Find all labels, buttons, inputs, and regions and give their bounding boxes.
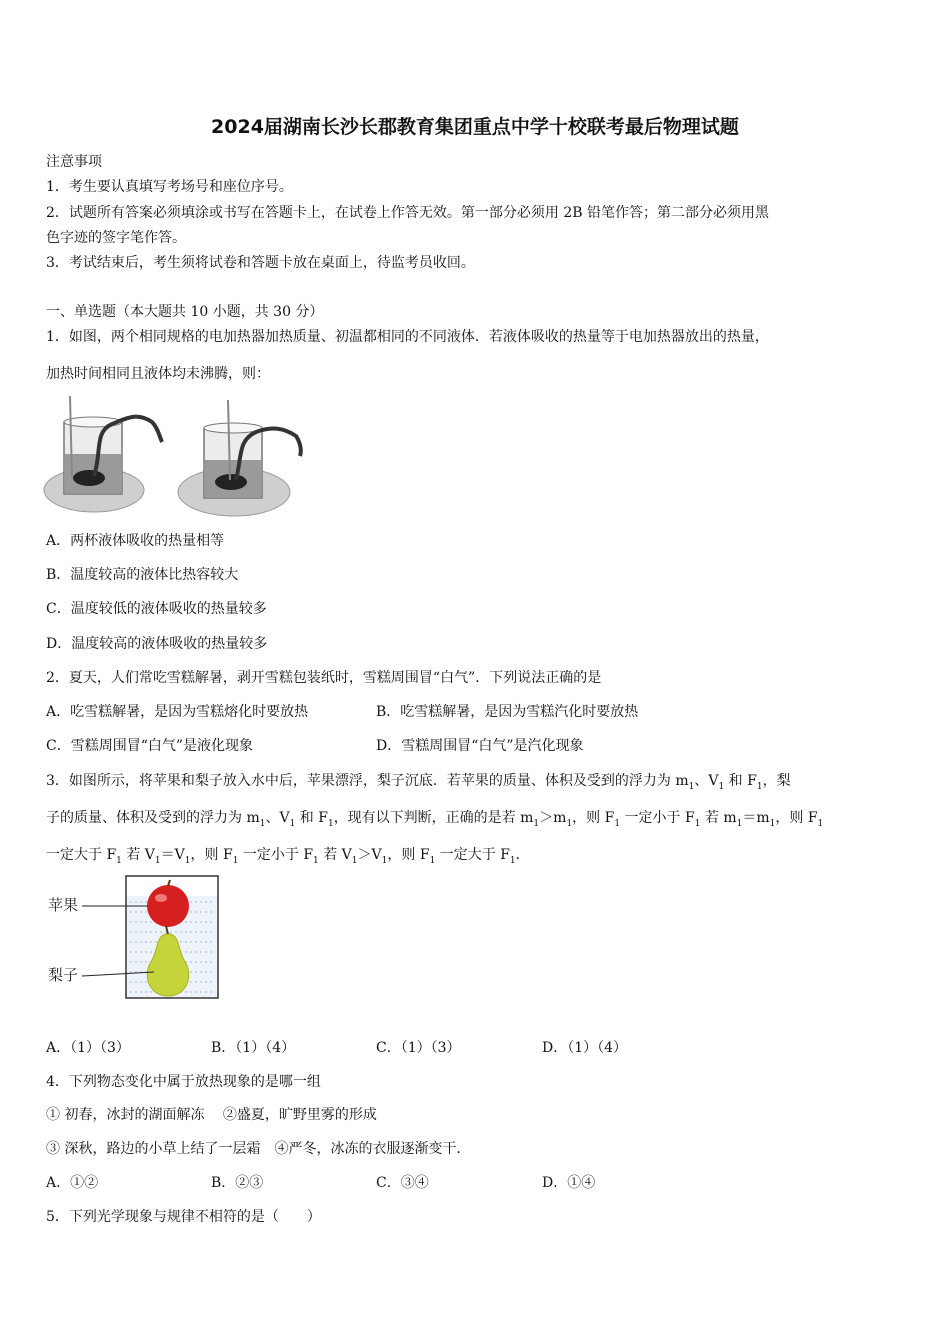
q3-option-a: A．（1）（3）: [46, 1040, 130, 1056]
q2-option-d: D．雪糕周围冒“白气”是汽化现象: [376, 738, 584, 754]
exam-title: 2024届湖南长沙长郡教育集团重点中学十校联考最后物理试题: [211, 116, 739, 138]
q2-option-c: C．雪糕周围冒“白气”是液化现象: [46, 738, 254, 754]
q1-beakers-figure: [42, 392, 312, 520]
q2-stem: 2．夏天，人们常吃雪糕解暑，剥开雪糕包装纸时，雪糕周围冒“白气”．下列说法正确的是: [46, 670, 602, 686]
q5-stem: 5．下列光学现象与规律不相符的是（ ）: [46, 1209, 321, 1225]
q4-option-b: B．②③: [211, 1175, 264, 1191]
q4-option-d: D．①④: [542, 1175, 596, 1191]
q4-option-a: A．①②: [46, 1175, 99, 1191]
notice-heading: 注意事项: [46, 154, 102, 170]
q4-option-c: C．③④: [376, 1175, 429, 1191]
label-apple: 苹果: [48, 896, 79, 914]
q3-stem-line1: 3．如图所示，将苹果和梨子放入水中后，苹果漂浮，梨子沉底．若苹果的质量、体积及受到的浮力为 $m_1$、$V_1$ 和 $F_1$，梨: [46, 773, 791, 792]
notice-item: 3．考试结束后，考生须将试卷和答题卡放在桌面上，待监考员收回。: [46, 255, 475, 271]
q1-option-c: C．温度较低的液体吸收的热量较多: [46, 601, 267, 617]
q2-option-b: B．吃雪糕解暑，是因为雪糕汽化时要放热: [376, 704, 639, 720]
apple-shape: [147, 885, 189, 927]
q1-option-a: A．两杯液体吸收的热量相等: [46, 533, 225, 549]
notice-item: 色字迹的签字笔作答。: [46, 230, 186, 246]
q1-option-d: D．温度较高的液体吸收的热量较多: [46, 636, 268, 652]
notice-item: 1．考生要认真填写考场号和座位序号。: [46, 179, 293, 195]
q3-fruit-figure: [44, 874, 224, 1004]
q4-stem: 4．下列物态变化中属于放热现象的是哪一组: [46, 1074, 321, 1090]
q4-line1: ① 初春，冰封的湖面解冻 ②盛夏，旷野里雾的形成: [46, 1107, 377, 1123]
q1-stem: 1．如图，两个相同规格的电加热器加热质量、初温都相同的不同液体．若液体吸收的热量等于电加热器放出的热量，: [46, 329, 769, 345]
section-heading: 一、单选题（本大题共 10 小题，共 30 分）: [46, 304, 324, 320]
q2-option-a: A．吃雪糕解暑，是因为雪糕熔化时要放热: [46, 704, 309, 720]
q3-stem-line2: 子的质量、体积及受到的浮力为 $m_1$、$V_1$ 和 $F_1$，现有以下判断，正确的是若 $m_1>m_1$，则 $F_1$ 一定小于 $F_1$ 若 $m_1=m_1$，则 $F_1$: [46, 810, 824, 829]
q3-stem-line3: 一定大于 $F_1$ 若 $V_1=V_1$，则 $F_1$ 一定小于 $F_1$ 若 $V_1>V_1$，则 $F_1$ 一定大于 $F_1$．: [46, 847, 530, 866]
q3-option-c: C．（1）（3）: [376, 1040, 461, 1056]
q4-line2: ③ 深秋，路边的小草上结了一层霜 ④严冬，冰冻的衣服逐渐变干．: [46, 1141, 471, 1157]
label-pear: 梨子: [48, 966, 79, 984]
q1-option-b: B．温度较高的液体比热容较大: [46, 567, 239, 583]
q3-option-b: B．（1）（4）: [211, 1040, 296, 1056]
q3-option-d: D．（1）（4）: [542, 1040, 628, 1056]
notice-item: 2．试题所有答案必须填涂或书写在答题卡上，在试卷上作答无效。第一部分必须用 2B 铅笔作答；第二部分必须用黑: [46, 205, 769, 221]
q1-stem: 加热时间相同且液体均未沸腾，则：: [46, 366, 270, 382]
